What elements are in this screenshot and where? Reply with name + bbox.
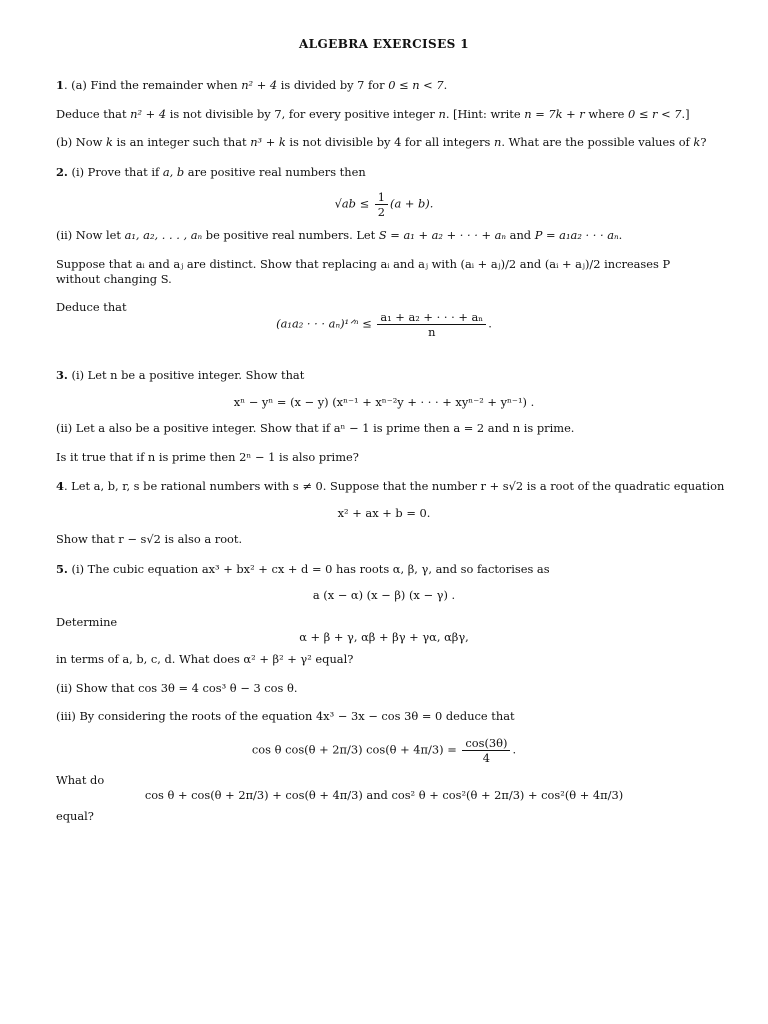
q4-statement: 4. Let a, b, r, s be rational numbers with s ≠ 0. Suppose that the number r + s√2 is a root of the quadratic equation [56, 479, 725, 493]
q3-part-i: 3. (i) Let n be a positive integer. Show that [56, 368, 305, 382]
q1-part-a: 1. (a) Find the remainder when n² + 4 is divided by 7 for 0 ≤ n < 7. [56, 78, 448, 92]
q5-product-fraction: $\frac{\cos(3\theta)}{4}$ [462, 736, 510, 765]
q2-suppose-line-2: without changing S. [56, 272, 172, 286]
q5-number: 5. [56, 562, 68, 576]
q2-part-i: 2. (i) Prove that if a, b are positive real numbers then [56, 165, 366, 179]
q1-a-text: . (a) Find the remainder when [63, 78, 242, 92]
q2-amgm-fraction: $\frac{\text{a₁ + a₂ + · · · + aₙ}}{n}$ [377, 310, 486, 339]
q1-part-b: (b) Now k is an integer such that n³ + k is not divisible by 4 for all integers n. What are the possible values of k? [56, 135, 707, 149]
q5-symmetric-functions: α + β + γ, αβ + βγ + γα, αβγ, [299, 630, 469, 644]
q5-part-ii: (ii) Show that cos 3θ = 4 cos³ θ − 3 cos θ. [56, 681, 298, 695]
q1-number: 1 [56, 78, 64, 92]
q5-factorisation: a (x − α) (x − β) (x − γ) . [312, 588, 456, 602]
q5-part-i: 5. (i) The cubic equation ax³ + bx² + cx + d = 0 has roots α, β, γ, and so factorises as [56, 562, 550, 576]
q3-number: 3. [56, 368, 68, 382]
q2-suppose-line-1: Suppose that aᵢ and aⱼ are distinct. Show that replacing aᵢ and aⱼ with (aᵢ + aⱼ)/2 and (aᵢ + aⱼ)/2 increases P [56, 257, 671, 271]
q1-a-range: 0 ≤ n < 7 [388, 78, 444, 92]
q5-what-do: What do [56, 773, 105, 787]
q4-number: 4 [56, 479, 64, 493]
q2-deduce: Deduce that [56, 300, 127, 314]
q2-number: 2. [56, 165, 68, 179]
q4-equation: x² + ax + b = 0. [337, 506, 431, 520]
q2-ineq-display [0, 190, 768, 219]
q2-ineq-left: √ab ≤ [334, 196, 370, 211]
q5-product-display: cos θ cos(θ + 2π/3) cos(θ + 4π/3) = $\frac{\cos(3\theta)}{4}$ . [251, 736, 517, 765]
q3-identity: xⁿ − yⁿ = (x − y) (xⁿ⁻¹ + xⁿ⁻²y + · · · + xyⁿ⁻² + yⁿ⁻¹) . [233, 395, 535, 409]
q5-terms: in terms of a, b, c, d. What does α² + β² + γ² equal? [56, 652, 354, 666]
q5-determine: Determine [56, 615, 118, 629]
q3-question: Is it true that if n is prime then 2ⁿ − 1 is also prime? [56, 450, 359, 464]
q5-sums: cos θ + cos(θ + 2π/3) + cos(θ + 4π/3) and cos² θ + cos²(θ + 2π/3) + cos²(θ + 4π/3) [144, 788, 624, 802]
q4-show: Show that r − s√2 is also a root. [56, 532, 243, 546]
q2-ineq-right: (a + b). [390, 196, 434, 211]
q5-part-iii: (iii) By considering the roots of the equation 4x³ − 3x − cos 3θ = 0 deduce that [56, 709, 515, 723]
q1-a-rest: is divided by 7 for [277, 78, 389, 92]
page-title: ALGEBRA EXERCISES 1 [298, 37, 470, 51]
q2-part-ii: (ii) Now let a₁, a₂, . . . , aₙ be positive real numbers. Let S = a₁ + a₂ + · · · + aₙ and P = a₁a₂ · · · aₙ. [56, 228, 623, 242]
q5-equal: equal? [56, 809, 94, 823]
q1-a-expr: n² + 4 [241, 78, 278, 92]
q2-ineq-fraction: $\frac{1}{2}$ [375, 190, 388, 219]
q3-part-ii: (ii) Let a also be a positive integer. Show that if aⁿ − 1 is prime then a = 2 and n is prime. [56, 421, 575, 435]
q1-deduce: Deduce that n² + 4 is not divisible by 7, for every positive integer n. [Hint: write n = 7k + r where 0 ≤ r < 7.] [56, 107, 690, 121]
q2-amgm-display: (a₁a₂ · · · aₙ)¹ᐟⁿ ≤ $\frac{\text{a₁ + a₂ + · · · + aₙ}}{n}$ . [276, 310, 492, 339]
